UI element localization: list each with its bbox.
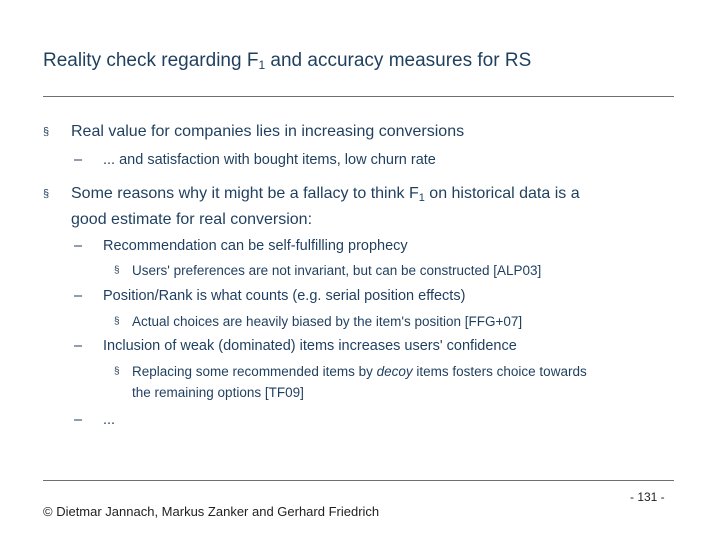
title-divider bbox=[43, 96, 674, 97]
footer-copyright: © Dietmar Jannach, Markus Zanker and Gerhard Friedrich bbox=[43, 504, 380, 519]
bullet-2-text-line2: good estimate for real conversion: bbox=[71, 211, 313, 228]
bullet-2-sub-3-detail-text bbox=[132, 361, 662, 403]
bullet-marker: § bbox=[43, 126, 50, 138]
detail-text-line2: the remaining options [TF09] bbox=[132, 385, 304, 400]
dash-marker: – bbox=[74, 238, 83, 254]
detail-marker: § bbox=[114, 316, 120, 327]
bullet-1-sub-1-text: ... and satisfaction with bought items, low churn rate bbox=[103, 152, 436, 168]
title-suffix: and accuracy measures for RS bbox=[265, 50, 532, 71]
detail-marker: § bbox=[114, 366, 120, 377]
bullet-1-text: Real value for companies lies in increasing conversions bbox=[71, 123, 465, 140]
bullet-2-sub-4-text: ... bbox=[103, 412, 116, 428]
title-subscript: 1 bbox=[258, 58, 266, 72]
detail-marker: § bbox=[114, 265, 120, 276]
title-prefix: Reality check regarding F bbox=[43, 50, 259, 71]
dash-marker: – bbox=[74, 412, 83, 428]
bullet-2-sub-1-detail-text: Users' preferences are not invariant, but can be constructed [ALP03] bbox=[132, 263, 542, 278]
detail-text-after: items fosters choice towards bbox=[412, 364, 587, 379]
decoy-emphasis: decoy bbox=[376, 364, 413, 379]
dash-marker: – bbox=[74, 152, 83, 168]
bullet-2-text bbox=[71, 183, 701, 231]
slide-title bbox=[43, 50, 531, 72]
bullet-marker: § bbox=[43, 188, 50, 200]
bullet-2-text-suffix: on historical data is a bbox=[424, 185, 580, 202]
bullet-2-sub-2-detail-text: Actual choices are heavily biased by the item's position [FFG+07] bbox=[132, 314, 523, 329]
dash-marker: – bbox=[74, 288, 83, 304]
bullet-2-sub-1-text: Recommendation can be self-fulfilling prophecy bbox=[103, 238, 408, 254]
bullet-2-sub-3-text: Inclusion of weak (dominated) items increases users' confidence bbox=[103, 338, 517, 354]
bullet-2-subscript: 1 bbox=[418, 192, 425, 204]
dash-marker: – bbox=[74, 338, 83, 354]
footer-divider bbox=[43, 480, 674, 481]
page-number: - 131 - bbox=[630, 490, 665, 504]
bullet-2-text-prefix: Some reasons why it might be a fallacy to think F bbox=[71, 185, 419, 202]
detail-text-before: Replacing some recommended items by bbox=[132, 364, 377, 379]
bullet-2-sub-2-text: Position/Rank is what counts (e.g. serial position effects) bbox=[103, 288, 466, 304]
